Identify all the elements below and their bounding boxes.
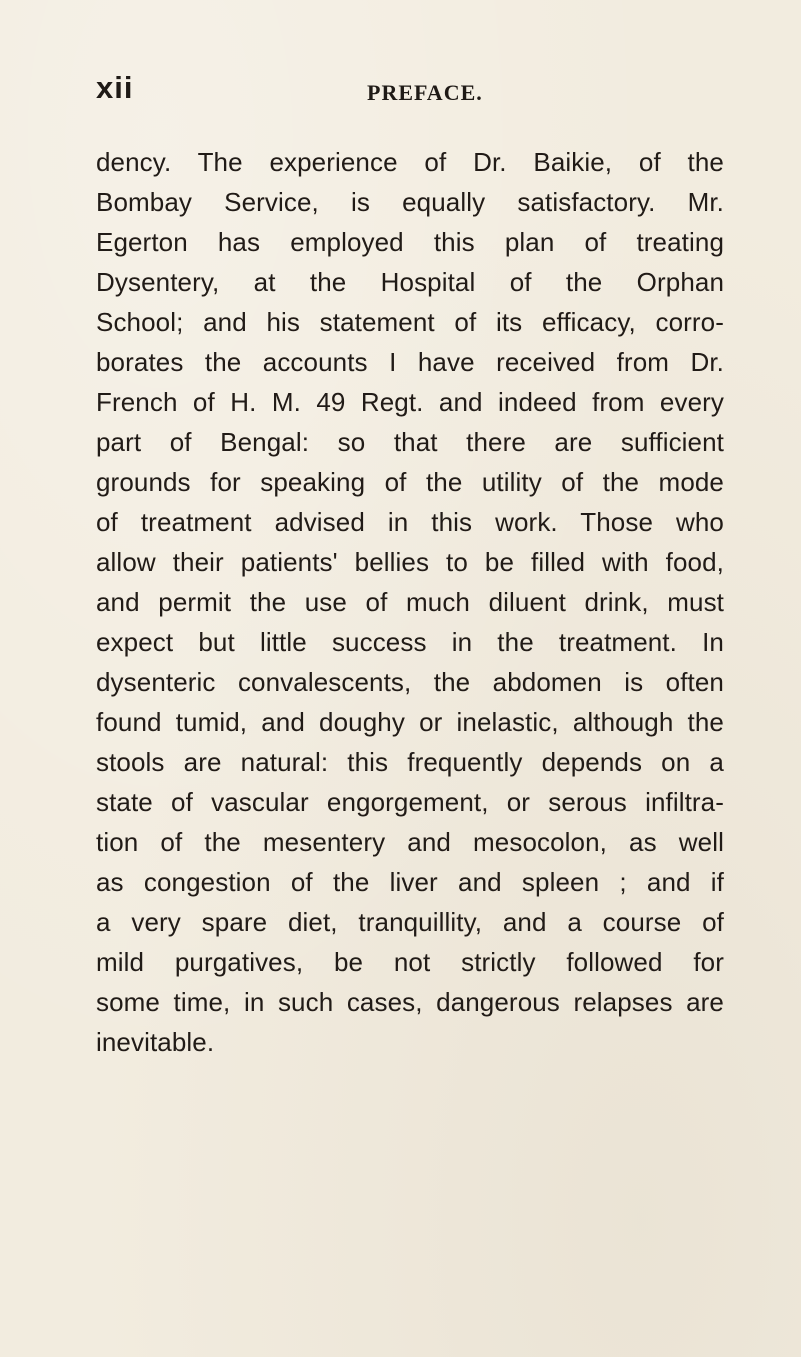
text-line: Dysentery, at the Hospital of the Orphan (96, 267, 724, 297)
running-head: PREFACE. (367, 80, 483, 105)
text-line: stools are natural: this frequently depends on a (96, 747, 724, 777)
text-line: as congestion of the liver and spleen ; and if (96, 867, 724, 897)
text-line: grounds for speaking of the utility of the mode (96, 467, 724, 497)
text-line: of treatment advised in this work. Those who (96, 507, 724, 537)
text-line: part of Bengal: so that there are sufficient (96, 427, 724, 457)
page-header (96, 72, 716, 122)
text-line: inevitable. (96, 1027, 215, 1057)
text-line: School; and his statement of its efficacy, corro- (96, 307, 724, 337)
page-number: xii (96, 70, 134, 105)
text-line: a very spare diet, tranquillity, and a course of (96, 907, 724, 937)
text-line: tion of the mesentery and mesocolon, as well (96, 827, 724, 857)
text-line: allow their patients' bellies to be filled with food, (96, 547, 724, 577)
text-line: and permit the use of much diluent drink, must (96, 587, 724, 617)
text-line: found tumid, and doughy or inelastic, although the (96, 707, 724, 737)
text-line: French of H. M. 49 Regt. and indeed from every (96, 387, 724, 417)
text-line: dency. The experience of Dr. Baikie, of the (96, 147, 724, 177)
text-line: some time, in such cases, dangerous relapses are (96, 987, 724, 1017)
text-line: mild purgatives, be not strictly followed for (96, 947, 724, 977)
body-text (96, 142, 724, 1062)
text-line: dysenteric convalescents, the abdomen is often (96, 667, 724, 697)
text-line: Bombay Service, is equally satisfactory. Mr. (96, 187, 724, 217)
text-line: borates the accounts I have received from Dr. (96, 347, 724, 377)
text-line: expect but little success in the treatment. In (96, 627, 724, 657)
text-line: Egerton has employed this plan of treating (96, 227, 724, 257)
text-line: state of vascular engorgement, or serous infiltra- (96, 787, 724, 817)
